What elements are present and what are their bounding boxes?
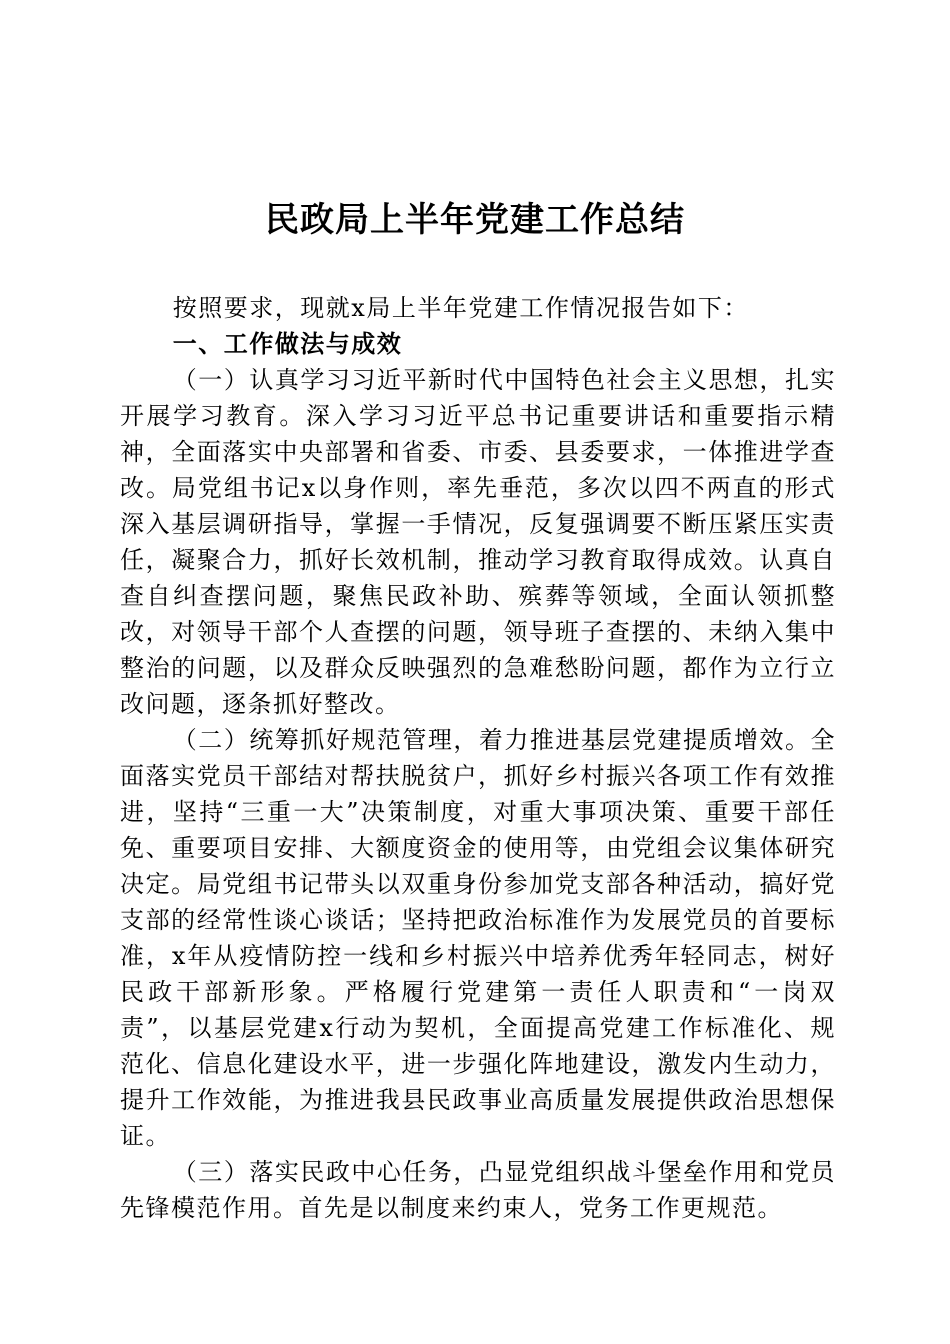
document-body bbox=[120, 290, 836, 1226]
paragraph-2: （二）统筹抓好规范管理，着力推进基层党建提质增效。全面落实党员干部结对帮扶脱贫户，抓好乡村振兴各项工作有效推进，坚持“三重一大”决策制度，对重大事项决策、重要干部任免、重要项目安排、大额度资金的使用等，由党组会议集体研究决定。局党组书记带头以双重身份参加党支部各种活动，搞好党支部的经常性谈心谈话；坚持把政治标准作为发展党员的首要标准，x年从疫情防控一线和乡村振兴中培养优秀年轻同志，树好民政干部新形象。严格履行党建第一责任人职责和“一岗双责”，以基层党建x行动为契机，全面提高党建工作标准化、规范化、信息化建设水平，进一步强化阵地建设，激发内生动力，提升工作效能，为推进我县民政事业高质量发展提供政治思想保证。 bbox=[120, 726, 836, 1150]
paragraph-1: （一）认真学习习近平新时代中国特色社会主义思想，扎实开展学习教育。深入学习习近平总书记重要讲话和重要指示精神，全面落实中央部署和省委、市委、县委要求，一体推进学查改。局党组书记x以身作则，率先垂范，多次以四不两直的形式深入基层调研指导，掌握一手情况，反复强调要不断压紧压实责任，凝聚合力，抓好长效机制，推动学习教育取得成效。认真自查自纠查摆问题，聚焦民政补助、殡葬等领域，全面认领抓整改，对领导干部个人查摆的问题，领导班子查摆的、未纳入集中整治的问题，以及群众反映强烈的急难愁盼问题，都作为立行立改问题，逐条抓好整改。 bbox=[120, 366, 836, 718]
document-title: 民政局上半年党建工作总结 bbox=[265, 200, 685, 240]
paragraph-3: （三）落实民政中心任务，凸显党组织战斗堡垒作用和党员先锋模范作用。首先是以制度来约束人，党务工作更规范。 bbox=[120, 1158, 836, 1222]
section-heading: 一、工作做法与成效 bbox=[172, 330, 403, 358]
intro-paragraph: 按照要求，现就x局上半年党建工作情况报告如下： bbox=[172, 294, 749, 322]
